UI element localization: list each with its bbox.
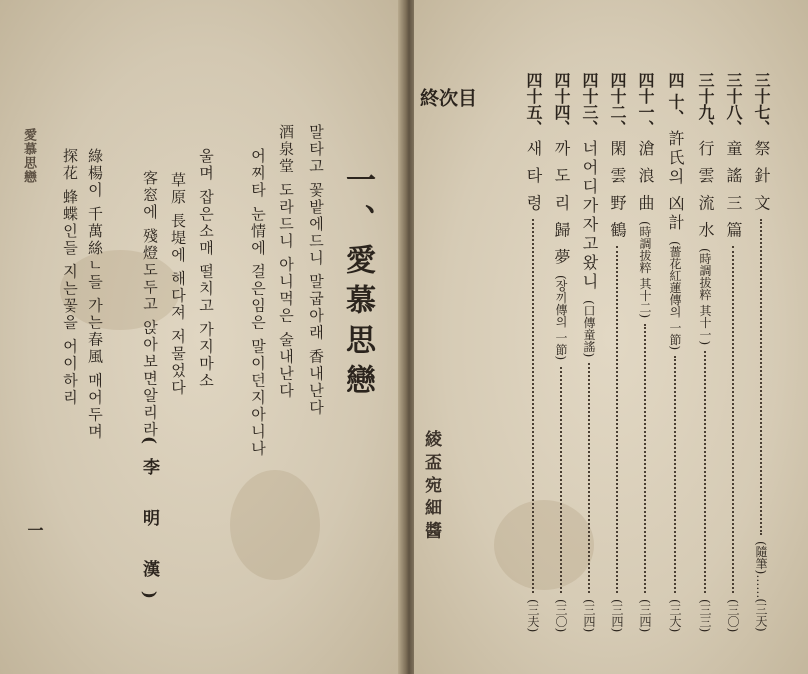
toc-entry-page: (三四) [582,598,596,632]
toc-entry-page: (三夫) [526,598,540,632]
left-page [0,0,402,674]
toc-entry-page: (三〇) [554,598,568,632]
poem-title: 一、愛慕思戀 [340,164,375,404]
toc-entry-title: 祭 針 文 [752,140,771,214]
toc-entry-title: 너어디가자고왔니 [580,140,599,292]
toc-entry-title: 새 타 령 [524,140,543,214]
toc-entry[interactable] [694,72,716,632]
toc-leader-dots [616,246,618,592]
toc-entry-page: (三四) [638,598,652,632]
toc-entry-number: 三十九、 [696,72,715,136]
poem-line: 울며 잡은소매 떨치고 가지마소 [197,148,215,390]
toc-entry[interactable] [550,72,572,632]
toc-entry-title: 까 도 리 歸 夢 [552,140,571,268]
toc-entry[interactable] [634,72,656,632]
poem-line: 어찌타 눈情에 걸은임은 말이던지아니나 [249,148,267,458]
paper-stain [230,470,320,580]
toc-entry[interactable] [722,72,744,632]
toc-leader-dots [560,367,562,593]
toc-leader-dots [588,363,590,592]
toc-header-char: 終 [417,88,439,107]
toc-entry-number: 四十二、 [608,72,627,136]
toc-leader-dots [760,219,762,535]
toc-entry-title: 童 謠 三 篇 [724,140,743,241]
toc-leader-dots [704,351,706,592]
toc-entry-title: 滄 浪 曲 [636,140,655,214]
toc-entry-title: 行 雲 流 水 [696,140,715,241]
poem-line: 客窓에 殘燈도두고 앉아보면알리라 [141,170,159,439]
toc-leader-dots [532,219,534,592]
poem-line: 酒泉堂 도라드니 아니먹은 술내난다 [277,124,295,400]
poem-line: 말타고 꽃밭에드니 말굽아래 香내난다 [307,124,325,417]
toc-entry-title: 許氏의 凶計 [666,129,685,233]
toc-entry-note: (時調拔粹 其十二) [638,221,652,319]
toc-entry-number: 四十五、 [524,72,543,136]
poem-author: (李 明 漢) [139,436,159,613]
toc-entry-note: (口傳童謠) [582,300,596,358]
toc-entry[interactable] [522,72,544,632]
toc-entry-page: (三三) [698,598,712,632]
toc-header-char: 目 [455,88,477,107]
toc-entry-number: 四十三、 [580,72,599,136]
poem-line: 綠楊이 千萬絲ㄴ들 가는春風 매어두며 [86,148,104,441]
toc-entry-page: (三四) [610,598,624,632]
toc-entry[interactable] [664,72,686,632]
toc-entry-number: 三十七、 [752,72,771,136]
toc-entry[interactable] [606,72,628,632]
toc-entry-number: 四十一、 [636,72,655,136]
page-number: 一 [25,522,44,538]
toc-entry-page: (三大) [668,598,682,632]
toc-entry-note: (薔花紅蓮傳의 一節) [668,240,682,350]
toc-entry[interactable] [750,72,772,632]
toc-leader-dots [732,246,734,592]
toc-fold-marks: 綾 盃 宛 細 醬 [421,430,441,539]
toc-entry-number: 三十八、 [724,72,743,136]
toc-entry[interactable] [578,72,600,632]
toc-entry-number: 四 十、 [666,72,685,126]
poem-line: 探花 蜂蝶인들 지는꽃을 어이하리 [61,148,79,407]
toc-leader-dots [644,324,646,592]
toc-entry-number: 四十四、 [552,72,571,136]
toc-entry-title: 閑 雲 野 鶴 [608,140,627,241]
toc-entry-note: (時調拔粹 其十一) [698,248,712,346]
toc-entry-note: (장끼傳의 一節) [554,275,568,361]
toc-entry-page: (隨筆)……(三天) [754,541,768,632]
running-head: 愛慕思戀 [21,128,36,184]
toc-leader-dots [674,356,676,593]
toc-header-char: 次 [436,88,458,107]
right-page [414,0,808,674]
toc-entry-page: (三〇) [726,598,740,632]
poem-line: 草原 長堤에 해다져 저물었다 [169,172,187,397]
toc-header [418,88,475,155]
